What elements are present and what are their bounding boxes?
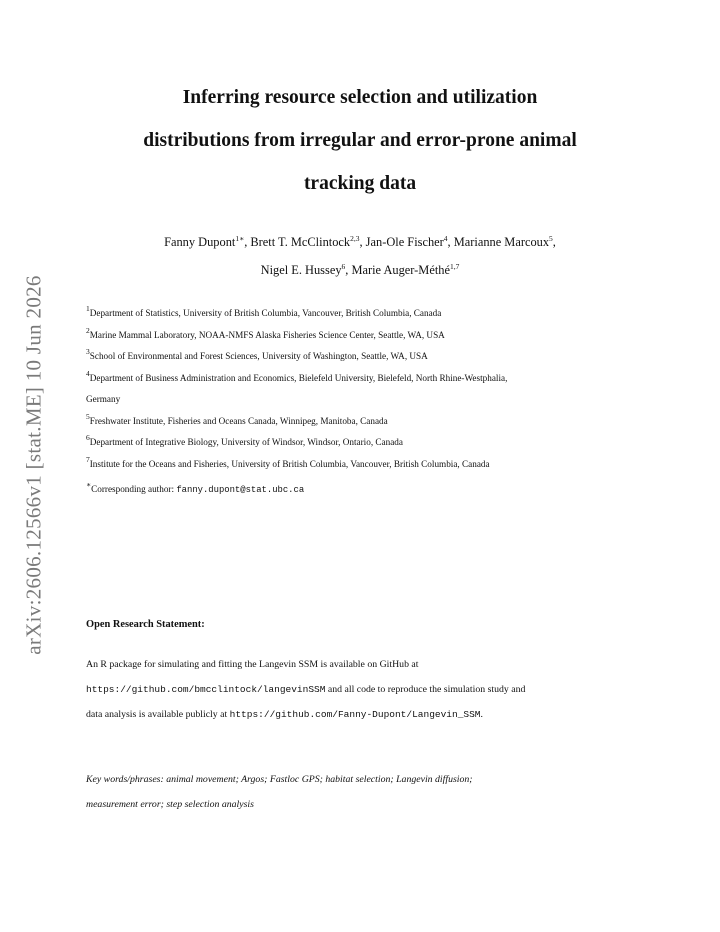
author-name: Nigel E. Hussey (260, 263, 342, 277)
affiliation-text: School of Environmental and Forest Sciences, University of Washington, Seattle, WA, USA (89, 351, 428, 361)
author-affil-marker: 1,7 (449, 262, 460, 271)
author-line-2 (0, 256, 720, 284)
affiliation-text: Department of Statistics, University of British Columbia, Vancouver, British Columbia, Canada (89, 308, 442, 318)
author-name: Marie Auger-Méthé (351, 263, 450, 277)
author-separator: , (244, 235, 251, 249)
affiliation-marker: 2 (86, 325, 90, 335)
author-separator: , (359, 235, 366, 249)
author-name: Brett T. McClintock (250, 235, 351, 249)
author-affil-marker: 2,3 (350, 234, 360, 243)
author-separator: , (345, 263, 352, 277)
affiliation-text: Institute for the Oceans and Fisheries, University of British Columbia, Vancouver, British Columbia, Canada (89, 458, 490, 469)
affiliation (86, 368, 646, 390)
affiliation-text: Department of Integrative Biology, University of Windsor, Windsor, Ontario, Canada (89, 437, 403, 447)
corresponding-author (86, 480, 305, 495)
affiliation-marker: 7 (86, 454, 90, 464)
affiliation (86, 325, 646, 347)
statement-line (86, 702, 646, 727)
author-affil-marker: 4 (443, 234, 448, 243)
author-affil-marker: 5 (549, 234, 553, 243)
affiliation-list (86, 303, 646, 475)
affiliation-marker: 3 (86, 347, 90, 356)
author-separator: , (447, 235, 454, 249)
affiliation-text: Freshwater Institute, Fisheries and Oceans Canada, Winnipeg, Manitoba, Canada (89, 415, 388, 426)
statement-text: and all code to reproduce the simulation study and (325, 684, 526, 695)
title-line: distributions from irregular and error-prone animal (143, 130, 577, 151)
keywords (86, 767, 646, 817)
affiliation-continuation: Germany (86, 394, 121, 404)
author-affil-marker: 6 (341, 262, 346, 271)
author-affil-marker: 1∗ (235, 234, 245, 243)
github-package-link[interactable]: https://github.com/bmcclintock/langevinSSM (86, 684, 326, 695)
open-research-statement (86, 652, 646, 727)
corresponding-marker: ∗ (86, 480, 92, 489)
affiliation (86, 303, 646, 325)
affiliation-text: Marine Mammal Laboratory, NOAA-NMFS Alaska Fisheries Science Center, Seattle, WA, USA (89, 329, 445, 340)
affiliation-text: Department of Business Administration and Economics, Bielefeld University, Bielefeld, North Rhine-Westphalia, (89, 372, 508, 383)
statement-text: data analysis is available publicly at (86, 709, 230, 720)
author-name: Marianne Marcoux (453, 235, 550, 249)
affiliation (86, 411, 646, 433)
arxiv-identifier: arXiv:2606.12566v1 [stat.ME] 10 Jun 2026 (21, 275, 46, 655)
affiliation (86, 454, 646, 476)
author-name: Fanny Dupont (164, 235, 236, 249)
title-line: tracking data (303, 173, 417, 194)
keywords-line: measurement error; step selection analysis (86, 799, 254, 810)
author-separator: , (552, 235, 556, 249)
affiliation-marker: 4 (86, 368, 90, 378)
affiliation (86, 432, 646, 454)
statement-line (86, 677, 646, 702)
title-line: Inferring resource selection and utilization (182, 87, 538, 108)
github-code-link[interactable]: https://github.com/Fanny-Dupont/Langevin_SSM (229, 709, 481, 720)
statement-line: An R package for simulating and fitting the Langevin SSM is available on GitHub at (86, 659, 419, 670)
author-name: Jan-Ole Fischer (365, 235, 444, 249)
affiliation-marker: 5 (86, 411, 90, 421)
author-list (0, 228, 720, 284)
corresponding-email-link[interactable]: fanny.dupont@stat.ubc.ca (176, 485, 305, 495)
open-research-heading: Open Research Statement: (86, 619, 205, 630)
affiliation (86, 346, 646, 368)
affiliation-marker: 6 (86, 433, 90, 442)
corresponding-label: Corresponding author: (91, 484, 177, 494)
author-line-1 (0, 228, 720, 256)
affiliation-marker: 1 (86, 304, 90, 313)
paper-title (0, 76, 720, 205)
statement-text: . (480, 709, 483, 720)
keywords-line: Key words/phrases: animal movement; Argos; Fastloc GPS; habitat selection; Langevin diffusion; (86, 774, 473, 785)
